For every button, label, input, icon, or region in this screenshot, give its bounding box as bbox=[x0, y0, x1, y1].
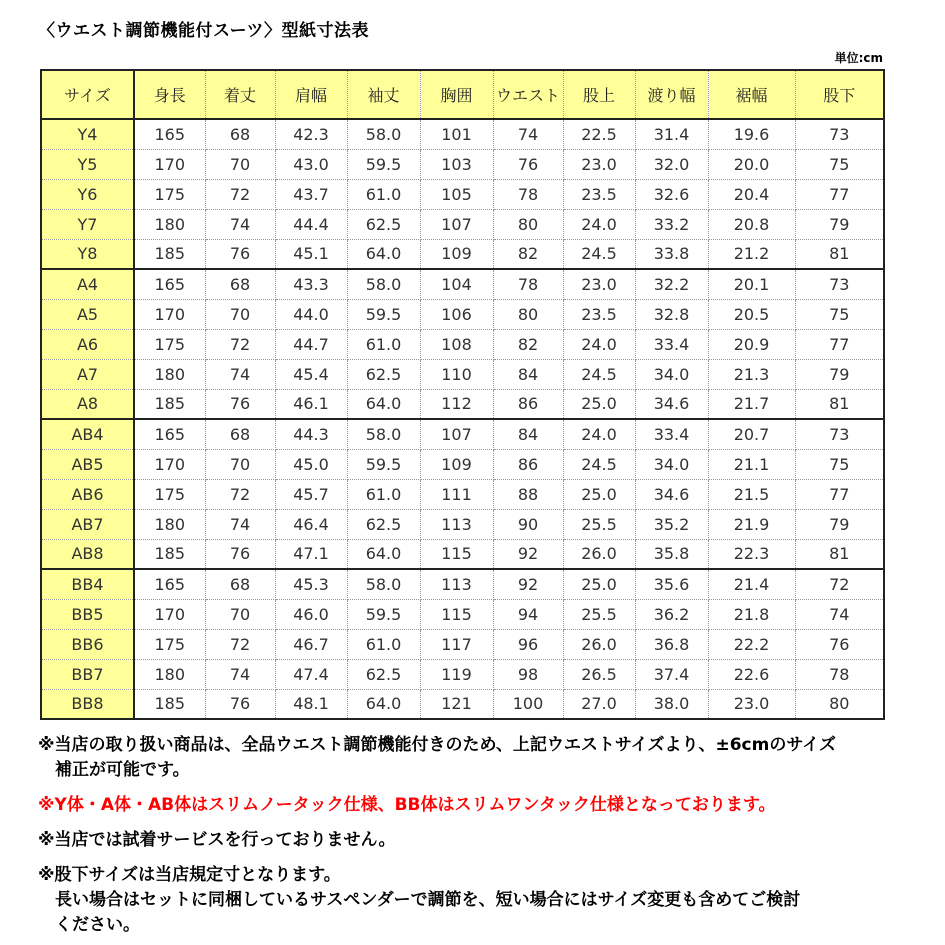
value-cell: 25.0 bbox=[563, 389, 635, 419]
value-cell: 68 bbox=[205, 419, 275, 449]
value-cell: 23.0 bbox=[563, 149, 635, 179]
value-cell: 74 bbox=[205, 659, 275, 689]
value-cell: 35.2 bbox=[635, 509, 708, 539]
value-cell: 22.2 bbox=[708, 629, 795, 659]
value-cell: 70 bbox=[205, 599, 275, 629]
value-cell: 31.4 bbox=[635, 119, 708, 149]
value-cell: 70 bbox=[205, 149, 275, 179]
value-cell: 117 bbox=[420, 629, 493, 659]
column-header-7: ウエスト bbox=[493, 70, 563, 119]
size-table bbox=[40, 69, 885, 720]
value-cell: 59.5 bbox=[347, 449, 420, 479]
value-cell: 185 bbox=[134, 239, 205, 269]
value-cell: 19.6 bbox=[708, 119, 795, 149]
value-cell: 35.6 bbox=[635, 569, 708, 599]
value-cell: 109 bbox=[420, 239, 493, 269]
footnote-line: ※股下サイズは当店規定寸となります。 bbox=[38, 865, 341, 885]
value-cell: 26.0 bbox=[563, 539, 635, 569]
table-row-Y7 bbox=[41, 209, 884, 239]
value-cell: 76 bbox=[205, 539, 275, 569]
table-row-Y4 bbox=[41, 119, 884, 149]
value-cell: 34.0 bbox=[635, 449, 708, 479]
footnotes bbox=[38, 733, 918, 938]
size-label-cell: A8 bbox=[41, 389, 134, 419]
value-cell: 64.0 bbox=[347, 239, 420, 269]
value-cell: 75 bbox=[795, 299, 884, 329]
value-cell: 108 bbox=[420, 329, 493, 359]
value-cell: 20.8 bbox=[708, 209, 795, 239]
value-cell: 77 bbox=[795, 179, 884, 209]
value-cell: 25.0 bbox=[563, 479, 635, 509]
value-cell: 33.4 bbox=[635, 419, 708, 449]
table-row-AB5 bbox=[41, 449, 884, 479]
value-cell: 44.4 bbox=[275, 209, 347, 239]
value-cell: 58.0 bbox=[347, 119, 420, 149]
column-header-2: 身長 bbox=[134, 70, 205, 119]
table-row-Y8 bbox=[41, 239, 884, 269]
value-cell: 73 bbox=[795, 419, 884, 449]
value-cell: 175 bbox=[134, 179, 205, 209]
size-label-cell: Y7 bbox=[41, 209, 134, 239]
value-cell: 34.0 bbox=[635, 359, 708, 389]
value-cell: 80 bbox=[493, 299, 563, 329]
value-cell: 22.3 bbox=[708, 539, 795, 569]
value-cell: 48.1 bbox=[275, 689, 347, 719]
value-cell: 74 bbox=[205, 359, 275, 389]
size-label-cell: AB4 bbox=[41, 419, 134, 449]
value-cell: 68 bbox=[205, 569, 275, 599]
value-cell: 180 bbox=[134, 659, 205, 689]
value-cell: 61.0 bbox=[347, 479, 420, 509]
value-cell: 180 bbox=[134, 209, 205, 239]
size-label-cell: A6 bbox=[41, 329, 134, 359]
size-label-cell: AB6 bbox=[41, 479, 134, 509]
table-row-Y6 bbox=[41, 179, 884, 209]
value-cell: 21.3 bbox=[708, 359, 795, 389]
value-cell: 26.5 bbox=[563, 659, 635, 689]
value-cell: 76 bbox=[205, 689, 275, 719]
value-cell: 111 bbox=[420, 479, 493, 509]
value-cell: 165 bbox=[134, 419, 205, 449]
value-cell: 59.5 bbox=[347, 299, 420, 329]
value-cell: 121 bbox=[420, 689, 493, 719]
value-cell: 45.1 bbox=[275, 239, 347, 269]
value-cell: 44.3 bbox=[275, 419, 347, 449]
size-chart-page bbox=[0, 16, 945, 945]
value-cell: 170 bbox=[134, 149, 205, 179]
value-cell: 170 bbox=[134, 599, 205, 629]
footnote-line: ※当店では試着サービスを行っておりません。 bbox=[38, 830, 396, 850]
value-cell: 105 bbox=[420, 179, 493, 209]
value-cell: 45.3 bbox=[275, 569, 347, 599]
value-cell: 21.5 bbox=[708, 479, 795, 509]
unit-label: 単位:cm bbox=[834, 51, 883, 65]
value-cell: 33.8 bbox=[635, 239, 708, 269]
value-cell: 79 bbox=[795, 209, 884, 239]
value-cell: 78 bbox=[795, 659, 884, 689]
page-title: 〈ウエスト調節機能付スーツ〉型紙寸法表 bbox=[38, 21, 369, 41]
value-cell: 23.5 bbox=[563, 179, 635, 209]
table-row-BB8 bbox=[41, 689, 884, 719]
value-cell: 81 bbox=[795, 389, 884, 419]
size-label-cell: A4 bbox=[41, 269, 134, 299]
table-section bbox=[40, 49, 883, 720]
value-cell: 21.4 bbox=[708, 569, 795, 599]
value-cell: 61.0 bbox=[347, 629, 420, 659]
value-cell: 24.0 bbox=[563, 209, 635, 239]
column-header-5: 袖丈 bbox=[347, 70, 420, 119]
value-cell: 74 bbox=[493, 119, 563, 149]
value-cell: 98 bbox=[493, 659, 563, 689]
value-cell: 42.3 bbox=[275, 119, 347, 149]
value-cell: 70 bbox=[205, 299, 275, 329]
value-cell: 32.8 bbox=[635, 299, 708, 329]
value-cell: 78 bbox=[493, 179, 563, 209]
value-cell: 24.0 bbox=[563, 329, 635, 359]
value-cell: 115 bbox=[420, 539, 493, 569]
column-header-8: 股上 bbox=[563, 70, 635, 119]
column-header-10: 裾幅 bbox=[708, 70, 795, 119]
value-cell: 20.1 bbox=[708, 269, 795, 299]
value-cell: 45.4 bbox=[275, 359, 347, 389]
value-cell: 109 bbox=[420, 449, 493, 479]
value-cell: 76 bbox=[205, 389, 275, 419]
value-cell: 82 bbox=[493, 329, 563, 359]
footnote-line: ください。 bbox=[55, 915, 140, 935]
column-header-11: 股下 bbox=[795, 70, 884, 119]
value-cell: 82 bbox=[493, 239, 563, 269]
size-label-cell: BB8 bbox=[41, 689, 134, 719]
value-cell: 100 bbox=[493, 689, 563, 719]
value-cell: 25.5 bbox=[563, 599, 635, 629]
column-header-1: サイズ bbox=[41, 70, 134, 119]
value-cell: 64.0 bbox=[347, 389, 420, 419]
value-cell: 23.0 bbox=[563, 269, 635, 299]
size-label-cell: Y6 bbox=[41, 179, 134, 209]
value-cell: 74 bbox=[795, 599, 884, 629]
column-header-9: 渡り幅 bbox=[635, 70, 708, 119]
value-cell: 20.4 bbox=[708, 179, 795, 209]
value-cell: 68 bbox=[205, 269, 275, 299]
value-cell: 24.5 bbox=[563, 239, 635, 269]
value-cell: 59.5 bbox=[347, 149, 420, 179]
value-cell: 180 bbox=[134, 509, 205, 539]
value-cell: 175 bbox=[134, 329, 205, 359]
value-cell: 38.0 bbox=[635, 689, 708, 719]
value-cell: 20.5 bbox=[708, 299, 795, 329]
value-cell: 81 bbox=[795, 539, 884, 569]
value-cell: 86 bbox=[493, 389, 563, 419]
value-cell: 90 bbox=[493, 509, 563, 539]
value-cell: 119 bbox=[420, 659, 493, 689]
value-cell: 113 bbox=[420, 509, 493, 539]
value-cell: 185 bbox=[134, 689, 205, 719]
value-cell: 24.5 bbox=[563, 449, 635, 479]
value-cell: 62.5 bbox=[347, 359, 420, 389]
column-header-3: 着丈 bbox=[205, 70, 275, 119]
value-cell: 76 bbox=[205, 239, 275, 269]
value-cell: 96 bbox=[493, 629, 563, 659]
value-cell: 79 bbox=[795, 509, 884, 539]
value-cell: 45.0 bbox=[275, 449, 347, 479]
table-header bbox=[41, 70, 884, 119]
value-cell: 32.6 bbox=[635, 179, 708, 209]
table-row-A7 bbox=[41, 359, 884, 389]
header-row bbox=[41, 70, 884, 119]
table-row-AB8 bbox=[41, 539, 884, 569]
value-cell: 110 bbox=[420, 359, 493, 389]
footnote-line: ※当店の取り扱い商品は、全品ウエスト調節機能付きのため、上記ウエストサイズより、±6cmのサイズ bbox=[38, 735, 836, 755]
table-row-BB6 bbox=[41, 629, 884, 659]
size-label-cell: A5 bbox=[41, 299, 134, 329]
footnote-line: 長い場合はセットに同梱しているサスペンダーで調節を、短い場合にはサイズ変更も含めてご検討 bbox=[55, 890, 801, 910]
footnote-4 bbox=[38, 863, 918, 938]
value-cell: 170 bbox=[134, 299, 205, 329]
table-row-BB5 bbox=[41, 599, 884, 629]
value-cell: 58.0 bbox=[347, 269, 420, 299]
value-cell: 72 bbox=[795, 569, 884, 599]
table-body bbox=[41, 119, 884, 719]
size-label-cell: Y4 bbox=[41, 119, 134, 149]
value-cell: 62.5 bbox=[347, 659, 420, 689]
value-cell: 81 bbox=[795, 239, 884, 269]
value-cell: 112 bbox=[420, 389, 493, 419]
value-cell: 25.5 bbox=[563, 509, 635, 539]
table-row-AB4 bbox=[41, 419, 884, 449]
size-label-cell: AB8 bbox=[41, 539, 134, 569]
table-row-A6 bbox=[41, 329, 884, 359]
value-cell: 23.0 bbox=[708, 689, 795, 719]
table-row-AB6 bbox=[41, 479, 884, 509]
value-cell: 74 bbox=[205, 509, 275, 539]
value-cell: 21.9 bbox=[708, 509, 795, 539]
footnote-line: ※Y体・A体・AB体はスリムノータック仕様、BB体はスリムワンタック仕様となっております。 bbox=[38, 795, 776, 815]
value-cell: 94 bbox=[493, 599, 563, 629]
column-header-4: 肩幅 bbox=[275, 70, 347, 119]
footnote-3 bbox=[38, 828, 918, 853]
value-cell: 43.7 bbox=[275, 179, 347, 209]
value-cell: 80 bbox=[795, 689, 884, 719]
value-cell: 34.6 bbox=[635, 389, 708, 419]
table-row-BB7 bbox=[41, 659, 884, 689]
value-cell: 101 bbox=[420, 119, 493, 149]
value-cell: 45.7 bbox=[275, 479, 347, 509]
value-cell: 21.7 bbox=[708, 389, 795, 419]
value-cell: 113 bbox=[420, 569, 493, 599]
value-cell: 27.0 bbox=[563, 689, 635, 719]
value-cell: 25.0 bbox=[563, 569, 635, 599]
value-cell: 61.0 bbox=[347, 179, 420, 209]
value-cell: 165 bbox=[134, 269, 205, 299]
size-label-cell: Y5 bbox=[41, 149, 134, 179]
value-cell: 78 bbox=[493, 269, 563, 299]
value-cell: 75 bbox=[795, 149, 884, 179]
value-cell: 175 bbox=[134, 629, 205, 659]
value-cell: 75 bbox=[795, 449, 884, 479]
value-cell: 20.9 bbox=[708, 329, 795, 359]
value-cell: 170 bbox=[134, 449, 205, 479]
table-row-A4 bbox=[41, 269, 884, 299]
value-cell: 26.0 bbox=[563, 629, 635, 659]
value-cell: 33.4 bbox=[635, 329, 708, 359]
value-cell: 21.8 bbox=[708, 599, 795, 629]
value-cell: 115 bbox=[420, 599, 493, 629]
value-cell: 37.4 bbox=[635, 659, 708, 689]
value-cell: 73 bbox=[795, 269, 884, 299]
value-cell: 72 bbox=[205, 329, 275, 359]
value-cell: 104 bbox=[420, 269, 493, 299]
size-label-cell: BB5 bbox=[41, 599, 134, 629]
value-cell: 46.4 bbox=[275, 509, 347, 539]
value-cell: 58.0 bbox=[347, 419, 420, 449]
value-cell: 34.6 bbox=[635, 479, 708, 509]
footnote-line: 補正が可能です。 bbox=[55, 760, 190, 780]
value-cell: 84 bbox=[493, 359, 563, 389]
value-cell: 165 bbox=[134, 119, 205, 149]
value-cell: 47.1 bbox=[275, 539, 347, 569]
table-row-Y5 bbox=[41, 149, 884, 179]
value-cell: 21.1 bbox=[708, 449, 795, 479]
value-cell: 175 bbox=[134, 479, 205, 509]
value-cell: 61.0 bbox=[347, 329, 420, 359]
value-cell: 68 bbox=[205, 119, 275, 149]
value-cell: 36.8 bbox=[635, 629, 708, 659]
value-cell: 88 bbox=[493, 479, 563, 509]
value-cell: 24.0 bbox=[563, 419, 635, 449]
value-cell: 185 bbox=[134, 539, 205, 569]
value-cell: 79 bbox=[795, 359, 884, 389]
value-cell: 80 bbox=[493, 209, 563, 239]
value-cell: 43.0 bbox=[275, 149, 347, 179]
value-cell: 22.6 bbox=[708, 659, 795, 689]
value-cell: 32.2 bbox=[635, 269, 708, 299]
size-label-cell: Y8 bbox=[41, 239, 134, 269]
value-cell: 21.2 bbox=[708, 239, 795, 269]
value-cell: 46.0 bbox=[275, 599, 347, 629]
value-cell: 84 bbox=[493, 419, 563, 449]
value-cell: 74 bbox=[205, 209, 275, 239]
size-label-cell: AB7 bbox=[41, 509, 134, 539]
value-cell: 64.0 bbox=[347, 689, 420, 719]
value-cell: 44.7 bbox=[275, 329, 347, 359]
table-row-A8 bbox=[41, 389, 884, 419]
value-cell: 70 bbox=[205, 449, 275, 479]
value-cell: 76 bbox=[795, 629, 884, 659]
value-cell: 35.8 bbox=[635, 539, 708, 569]
value-cell: 62.5 bbox=[347, 509, 420, 539]
value-cell: 59.5 bbox=[347, 599, 420, 629]
value-cell: 46.7 bbox=[275, 629, 347, 659]
value-cell: 180 bbox=[134, 359, 205, 389]
value-cell: 46.1 bbox=[275, 389, 347, 419]
value-cell: 76 bbox=[493, 149, 563, 179]
value-cell: 72 bbox=[205, 179, 275, 209]
value-cell: 23.5 bbox=[563, 299, 635, 329]
table-row-BB4 bbox=[41, 569, 884, 599]
footnote-1 bbox=[38, 733, 918, 783]
table-row-A5 bbox=[41, 299, 884, 329]
size-label-cell: A7 bbox=[41, 359, 134, 389]
value-cell: 103 bbox=[420, 149, 493, 179]
value-cell: 33.2 bbox=[635, 209, 708, 239]
value-cell: 185 bbox=[134, 389, 205, 419]
value-cell: 44.0 bbox=[275, 299, 347, 329]
value-cell: 77 bbox=[795, 329, 884, 359]
value-cell: 86 bbox=[493, 449, 563, 479]
size-label-cell: BB4 bbox=[41, 569, 134, 599]
value-cell: 72 bbox=[205, 629, 275, 659]
value-cell: 20.7 bbox=[708, 419, 795, 449]
value-cell: 36.2 bbox=[635, 599, 708, 629]
value-cell: 47.4 bbox=[275, 659, 347, 689]
value-cell: 72 bbox=[205, 479, 275, 509]
value-cell: 58.0 bbox=[347, 569, 420, 599]
table-row-AB7 bbox=[41, 509, 884, 539]
value-cell: 92 bbox=[493, 539, 563, 569]
size-label-cell: AB5 bbox=[41, 449, 134, 479]
value-cell: 107 bbox=[420, 209, 493, 239]
value-cell: 20.0 bbox=[708, 149, 795, 179]
value-cell: 92 bbox=[493, 569, 563, 599]
value-cell: 22.5 bbox=[563, 119, 635, 149]
value-cell: 107 bbox=[420, 419, 493, 449]
value-cell: 32.0 bbox=[635, 149, 708, 179]
value-cell: 77 bbox=[795, 479, 884, 509]
size-label-cell: BB7 bbox=[41, 659, 134, 689]
value-cell: 165 bbox=[134, 569, 205, 599]
value-cell: 64.0 bbox=[347, 539, 420, 569]
footnote-2 bbox=[38, 793, 918, 818]
column-header-6: 胸囲 bbox=[420, 70, 493, 119]
value-cell: 43.3 bbox=[275, 269, 347, 299]
value-cell: 24.5 bbox=[563, 359, 635, 389]
value-cell: 106 bbox=[420, 299, 493, 329]
size-label-cell: BB6 bbox=[41, 629, 134, 659]
value-cell: 73 bbox=[795, 119, 884, 149]
value-cell: 62.5 bbox=[347, 209, 420, 239]
